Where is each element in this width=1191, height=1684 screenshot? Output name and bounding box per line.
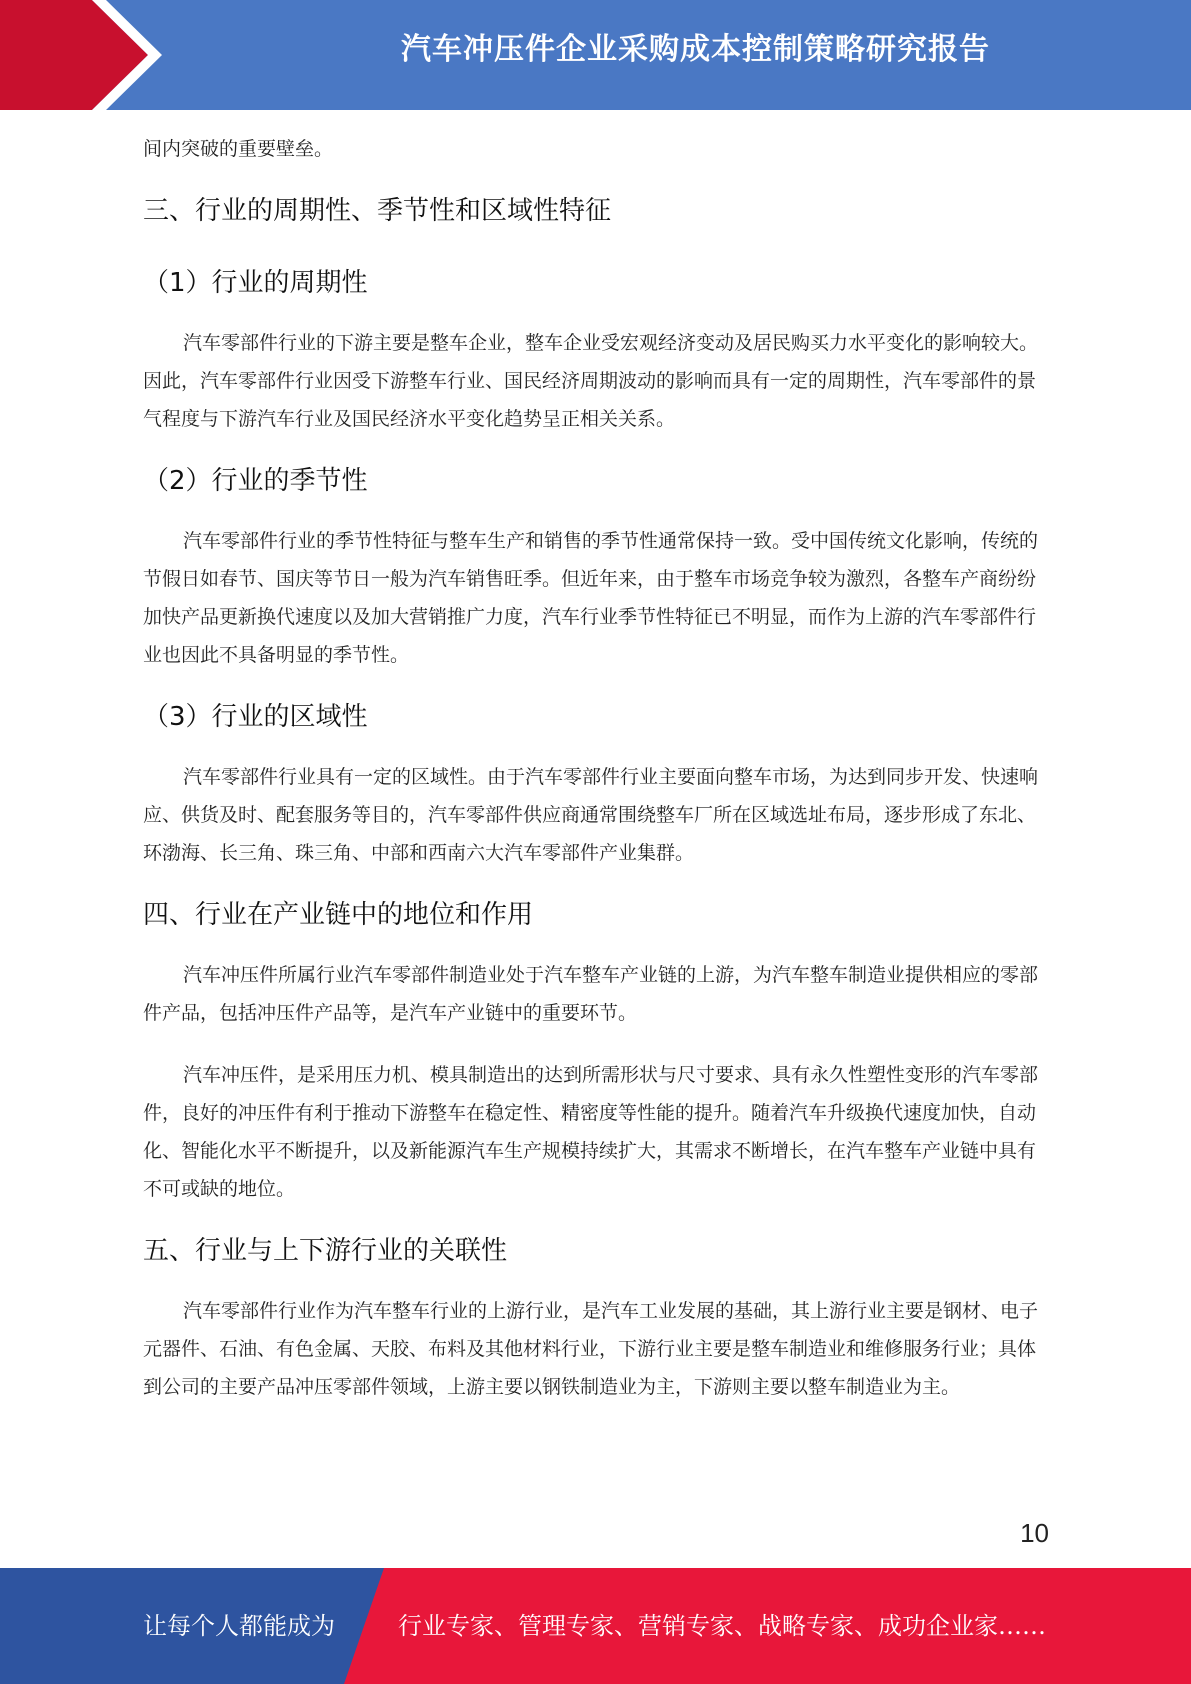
paragraph-industry-chain-1: 汽车冲压件所属行业汽车零部件制造业处于汽车整车产业链的上游，为汽车整车制造业提供相应的零部件产品，包括冲压件产品等，是汽车产业链中的重要环节。 <box>143 964 1039 1024</box>
paragraph-industry-chain-2: 汽车冲压件，是采用压力机、模具制造出的达到所需形状与尺寸要求、具有永久性塑性变形的汽车零部件，良好的冲压件有利于推动下游整车在稳定性、精密度等性能的提升。随着汽车升级换代速度加快，自动化、智能化水平不断提升，以及新能源汽车生产规模持续扩大，其需求不断增长，在汽车整车产业链中具有不可或缺的地位。 <box>143 1064 1039 1200</box>
page-footer <box>0 1568 1191 1684</box>
paragraph-regionality: 汽车零部件行业具有一定的区域性。由于汽车零部件行业主要面向整车市场，为达到同步开发、快速响应、供货及时、配套服务等目的，汽车零部件供应商通常围绕整车厂所在区域选址布局，逐步形成了东北、环渤海、长三角、珠三角、中部和西南六大汽车零部件产业集群。 <box>143 766 1039 864</box>
page-number: 10 <box>1020 1518 1049 1548</box>
paragraph-upstream-downstream: 汽车零部件行业作为汽车整车行业的上游行业，是汽车工业发展的基础，其上游行业主要是钢材、电子元器件、石油、有色金属、天胶、布料及其他材料行业，下游行业主要是整车制造业和维修服务行业；具体到公司的主要产品冲压零部件领域，上游主要以钢铁制造业为主，下游则主要以整车制造业为主。 <box>143 1300 1039 1398</box>
subsection-heading-cyclicality: （1）行业的周期性 <box>143 268 368 298</box>
paragraph-cyclicality: 汽车零部件行业的下游主要是整车企业，整车企业受宏观经济变动及居民购买力水平变化的影响较大。因此，汽车零部件行业因受下游整车行业、国民经济周期波动的影响而具有一定的周期性，汽车零部件的景气程度与下游汽车行业及国民经济水平变化趋势呈正相关关系。 <box>143 332 1039 430</box>
paragraph-seasonality: 汽车零部件行业的季节性特征与整车生产和销售的季节性通常保持一致。受中国传统文化影响，传统的节假日如春节、国庆等节日一般为汽车销售旺季。但近年来，由于整车市场竞争较为激烈，各整车产商纷纷加快产品更新换代速度以及加大营销推广力度，汽车行业季节性特征已不明显，而作为上游的汽车零部件行业也因此不具备明显的季节性。 <box>143 530 1039 666</box>
footer-slogan-left: 让每个人都能成为 <box>143 1612 335 1640</box>
section-heading-5: 五、行业与上下游行业的关联性 <box>143 1236 508 1266</box>
paragraph-continuation: 间内突破的重要壁垒。 <box>143 138 334 160</box>
subsection-heading-seasonality: （2）行业的季节性 <box>143 466 368 496</box>
subsection-heading-regionality: （3）行业的区域性 <box>143 702 368 732</box>
footer-slogan-right: 行业专家、管理专家、营销专家、战略专家、成功企业家…… <box>398 1612 1046 1640</box>
section-heading-3: 三、行业的周期性、季节性和区域性特征 <box>143 196 612 226</box>
section-heading-4: 四、行业在产业链中的地位和作用 <box>143 900 534 930</box>
page-header <box>0 0 1191 110</box>
report-title: 汽车冲压件企业采购成本控制策略研究报告 <box>401 32 990 67</box>
document-body <box>143 130 1048 1406</box>
